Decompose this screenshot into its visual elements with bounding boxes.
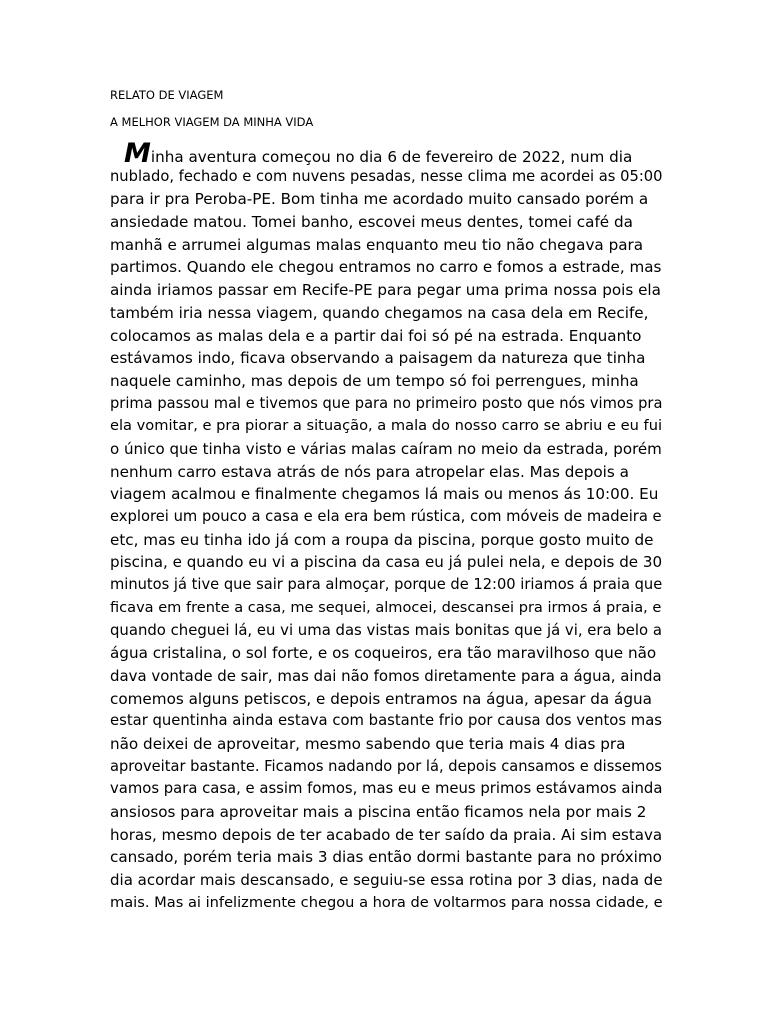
body-line: dia acordar mais descansado, e seguiu-se essa rotina por 3 dias, nada de: [110, 871, 663, 889]
body-line: ficava em frente a casa, me sequei, almocei, descansei pra irmos á praia, e: [110, 598, 662, 616]
body-line: ainda iriamos passar em Recife-PE para pegar uma prima nossa pois ela: [110, 281, 661, 300]
body-line: aproveitar bastante. Ficamos nadando por lá, depois cansamos e dissemos: [110, 757, 662, 775]
body-line: nublado, fechado e com nuvens pesadas, nesse clima me acordei as 05:00: [110, 167, 663, 185]
body-line: estar quentinha ainda estava com bastante frio por causa dos ventos mas: [110, 712, 663, 730]
body-line: nenhum carro estava atrás de nós para atropelar elas. Mas depois a: [110, 462, 629, 481]
body-line-first-rest: inha aventura começou no dia 6 de fevereiro de 2022, num dia: [150, 148, 633, 166]
drop-cap-letter: M: [124, 138, 151, 169]
body-line: manhã e arrumei algumas malas enquanto meu tio não chegava para: [110, 235, 644, 254]
body-line: viagem acalmou e finalmente chegamos lá mais ou menos ás 10:00. Eu: [110, 485, 659, 504]
body-line: mais. Mas ai infelizmente chegou a hora de voltarmos para nossa cidade, e: [110, 893, 663, 911]
body-paragraph: [110, 138, 663, 914]
body-line: cansado, porém teria mais 3 dias então dormi bastante para no próximo: [110, 848, 662, 867]
body-line: naquele caminho, mas depois de um tempo só foi perrengues, minha: [110, 371, 639, 390]
document-header-title: RELATO DE VIAGEM: [110, 88, 224, 102]
body-line: vamos para casa, e assim fomos, mas eu e meus primos estávamos ainda: [110, 780, 663, 798]
body-line: estávamos indo, ficava observando a paisagem da natureza que tinha: [110, 349, 646, 368]
body-line: também iria nessa viagem, quando chegamos na casa dela em Recife,: [110, 303, 649, 322]
body-line: minutos já tive que sair para almoçar, porque de 12:00 iriamos á praia que: [110, 576, 663, 594]
body-line: piscina, e quando eu vi a piscina da casa eu já pulei nela, e depois de 30: [110, 553, 663, 572]
body-line: ansiedade matou. Tomei banho, escovei meus dentes, tomei café da: [110, 213, 633, 232]
body-line: ansiosos para aproveitar mais a piscina então ficamos nela por mais 2: [110, 802, 647, 821]
body-line: quando cheguei lá, eu vi uma das vistas mais bonitas que já vi, era belo a: [110, 621, 662, 640]
body-line: dava vontade de sair, mas dai não fomos diretamente para a água, ainda: [110, 666, 662, 685]
body-line: colocamos as malas dela e a partir dai foi só pé na estrada. Enquanto: [110, 326, 642, 345]
body-line: partimos. Quando ele chegou entramos no carro e fomos a estrade, mas: [110, 258, 662, 277]
body-line: para ir pra Peroba-PE. Bom tinha me acordado muito cansado porém a: [110, 190, 649, 209]
body-line: prima passou mal e tivemos que para no primeiro posto que nós vimos pra: [110, 394, 663, 412]
body-line: não deixei de aproveitar, mesmo sabendo que teria mais 4 dias pra: [110, 734, 626, 753]
document-header-subtitle: A MELHOR VIAGEM DA MINHA VIDA: [110, 115, 314, 129]
body-line: comemos alguns petiscos, e depois entramos na água, apesar da água: [110, 689, 652, 708]
body-line: etc, mas eu tinha ido já com a roupa da piscina, porque gosto muito de: [110, 530, 654, 549]
body-line: explorei um pouco a casa e ela era bem rústica, com móveis de madeira e: [110, 508, 662, 525]
body-line: água cristalina, o sol forte, e os coqueiros, era tão maravilhoso que não: [110, 644, 657, 663]
body-line: ela vomitar, e pra piorar a situação, a mala do nosso carro se abriu e eu fui: [110, 417, 663, 435]
body-line-first: [110, 138, 662, 169]
body-line: horas, mesmo depois de ter acabado de ter saído da praia. Ai sim estava: [110, 825, 663, 844]
body-line: o único que tinha visto e várias malas caíram no meio da estrada, porém: [110, 439, 662, 458]
